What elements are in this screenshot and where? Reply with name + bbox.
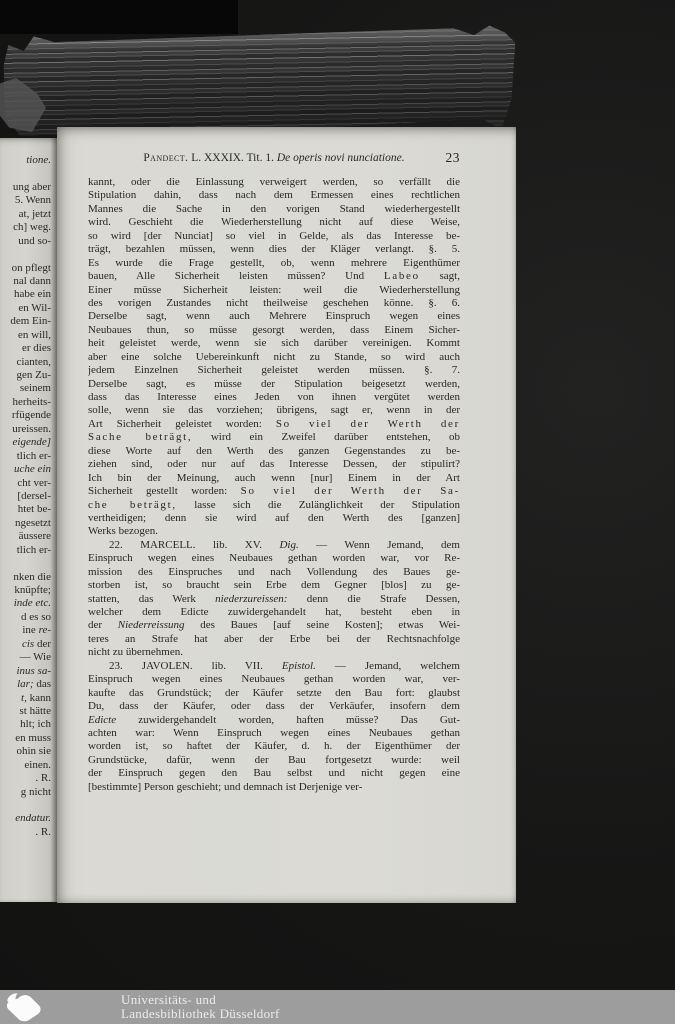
facing-page-edge	[0, 138, 57, 902]
text-run: en muss	[15, 731, 51, 744]
text-run: solle, wenn sie das vorziehen; übrigens, sagt er, wenn in der	[88, 404, 460, 417]
text-run: ine	[22, 624, 39, 637]
text-run: Einspruch wegen eines Neubaues gethan worden war, ver-	[88, 673, 460, 686]
facing-page-line-fragment	[0, 369, 57, 382]
text-run: äussere	[18, 530, 51, 543]
text-run: nicht zu übernehmen.	[88, 646, 183, 659]
text-run: Neubaues thun, so müsse gesorgt werden, dass Einem Sicher-	[88, 323, 460, 336]
facing-page-line-fragment	[0, 235, 57, 248]
italic-text: cis	[21, 637, 35, 650]
text-run: denn die Strafe Dessen,	[287, 592, 460, 605]
facing-page-line-fragment	[0, 786, 57, 799]
text-run: che beträgt,	[88, 498, 177, 511]
facing-page-line-fragment	[0, 624, 57, 637]
text-run: gen Zu-	[16, 369, 51, 381]
text-run: das	[33, 678, 51, 691]
facing-page-line-fragment	[0, 208, 57, 221]
text-run: Art Sicherheit geleistet worden:	[88, 417, 276, 430]
facing-page-line-fragment	[0, 826, 57, 839]
facing-page-line-fragment	[0, 678, 57, 691]
page-header	[88, 152, 460, 168]
facing-page-line-fragment	[0, 812, 57, 825]
text-run: diese Worte auf den Werth des ganzen Gegenstandes zu be-	[88, 444, 460, 457]
text-line	[88, 740, 460, 753]
text-run: achten war: Wenn Einspruch wegen eines Neubaues gethan	[88, 726, 460, 739]
text-line	[88, 525, 460, 538]
text-run: d es so	[21, 610, 51, 623]
text-line	[88, 579, 460, 592]
text-run: ung aber	[12, 180, 51, 193]
text-run: [bestimmte] Person geschieht; und demnach ist Derjenige ver-	[88, 780, 363, 793]
text-line	[88, 485, 460, 498]
text-line	[88, 593, 460, 606]
text-run: einen.	[24, 758, 51, 771]
facing-page-line-fragment	[0, 557, 57, 570]
text-run: knüpfte;	[14, 584, 51, 596]
text-line	[88, 418, 460, 431]
body-text	[88, 176, 460, 794]
text-run: tlich er-	[16, 449, 51, 462]
text-run: worden ist, so haftet der Käufer, d. h. der Eigenthümer der	[88, 740, 460, 753]
text-run: ch] weg.	[13, 221, 51, 234]
facing-page-line-fragment	[0, 584, 57, 597]
text-line	[88, 257, 460, 270]
text-run: en will,	[18, 328, 51, 341]
text-run: ohin sie	[16, 745, 51, 758]
text-line	[88, 404, 460, 417]
text-run: So viel der Werth der Sa-	[240, 485, 460, 498]
header-running-title: De operis novi nunciatione.	[276, 152, 405, 164]
ulb-duesseldorf-logo-icon	[3, 992, 43, 1022]
italic-text: tione.	[26, 154, 51, 166]
facing-page-line-fragment	[0, 705, 57, 718]
text-run: rfügende	[11, 409, 51, 422]
text-run: Mannes die Sache in den vorigen Stand wiederhergestellt	[88, 202, 460, 215]
text-run: herheits-	[12, 395, 51, 408]
facing-page-line-fragment	[0, 396, 57, 409]
text-run: habe ein	[14, 288, 51, 301]
text-run: Ich bin der Meinung, auch wenn [nur] Einem in der Art	[88, 471, 460, 484]
text-run: — Wenn Jemand, dem	[298, 538, 460, 551]
facing-page-line-fragment	[0, 342, 57, 355]
page-number: 23	[445, 150, 460, 165]
facing-page-line-fragment	[0, 194, 57, 207]
text-line	[88, 606, 460, 619]
italic-text: Niederreissung	[117, 619, 185, 632]
text-run: aber eine solche Uebereinkunft nicht zu Stande, so wird auch	[88, 350, 460, 363]
text-line	[88, 700, 460, 713]
text-line	[88, 781, 460, 794]
text-run: der	[88, 619, 118, 632]
text-line	[88, 687, 460, 700]
facing-page-line-fragment	[0, 463, 57, 476]
text-line	[88, 539, 460, 552]
facing-page-line-fragment	[0, 356, 57, 369]
header-section: Pandect.	[143, 152, 189, 164]
facing-page-line-fragment	[0, 490, 57, 503]
text-line	[88, 364, 460, 377]
text-run: dem Ein-	[10, 315, 51, 328]
text-run: . R.	[35, 825, 51, 838]
facing-page-line-fragment	[0, 436, 57, 449]
text-line	[88, 767, 460, 780]
italic-text: inde etc.	[13, 597, 51, 610]
italic-text: uche ein	[14, 463, 51, 476]
text-run: Sicherheit gestellt worden:	[88, 485, 241, 498]
text-run: nken die	[13, 570, 51, 583]
text-run: des vorigen Zustandes nicht theilweise geschehen könne. §. 6.	[88, 296, 460, 309]
text-run: Grundstücke, dafür, wenn der Bau fortgesetzt wurde: weil	[88, 753, 460, 766]
text-run: tlich er-	[16, 543, 51, 556]
text-run: Werks bezogen.	[88, 525, 158, 538]
text-run: ziehen sind, oder nur auf das Interesse Dessen, der stipulirt?	[88, 458, 460, 471]
text-line	[88, 472, 460, 485]
text-run: hlt; ich	[20, 718, 51, 731]
text-line	[88, 337, 460, 350]
italic-text: re-	[38, 624, 51, 637]
text-run: wird. Geschieht die Wiederherstellung nicht auf diese Weise,	[88, 216, 460, 229]
text-run: ureissen.	[12, 422, 51, 435]
text-run: on pflegt	[11, 261, 51, 274]
facing-page-line-fragment	[0, 517, 57, 530]
text-run: der	[34, 637, 51, 650]
text-line	[88, 270, 460, 283]
text-run: cianten,	[16, 355, 51, 368]
text-line	[88, 673, 460, 686]
text-run: mission des Einspruches und nach Vollendung des Baues ge-	[88, 565, 460, 578]
facing-page-line-fragment	[0, 315, 57, 328]
text-run: seinem	[19, 382, 51, 395]
text-run: storben ist, so braucht sein Erbe dem Gegner [blos] zu ge-	[88, 579, 460, 592]
text-run: Sache beträgt,	[88, 431, 193, 444]
facing-page-line-fragment	[0, 248, 57, 261]
text-line	[88, 324, 460, 337]
text-run: nal dann	[13, 274, 51, 287]
facing-page-line-fragment	[0, 181, 57, 194]
facing-page-line-fragment	[0, 597, 57, 610]
text-line	[88, 189, 460, 202]
facing-page-line-fragment	[0, 477, 57, 490]
text-run: sagt,	[419, 270, 460, 283]
facing-page-line-fragment	[0, 571, 57, 584]
text-line	[88, 176, 460, 189]
text-run: Derselbe sagt, wenn auch Mehrere Einspruch wegen eines	[88, 310, 460, 323]
facing-page-line-fragment	[0, 772, 57, 785]
italic-text: t,	[21, 691, 27, 704]
facing-page-line-fragment	[0, 423, 57, 436]
text-run: bauen, Alle Sicherheit leisten müssen? Und	[88, 270, 384, 283]
text-run: teres an Strafe hat aber der Erbe bei der Rechtsnachfolge	[88, 632, 460, 645]
text-line	[88, 566, 460, 579]
text-line	[88, 230, 460, 243]
background-shadow	[0, 0, 238, 34]
text-run: so wird [der Nunciat] so viel in Gelde, als das Interesse be-	[88, 229, 460, 242]
text-run: kannt, oder die Einlassung verweigert werden, so verfällt die	[88, 176, 460, 188]
text-line	[88, 445, 460, 458]
text-line	[88, 499, 460, 512]
facing-page-line-fragment	[0, 167, 57, 180]
text-line	[88, 646, 460, 659]
facing-page-line-fragment	[0, 638, 57, 651]
library-name	[121, 993, 280, 1022]
facing-page-line-fragment	[0, 799, 57, 812]
text-line	[88, 431, 460, 444]
text-run: Es wurde die Frage gestellt, ob, wenn mehrere Eigenthümer	[88, 256, 460, 269]
text-run: Stipulation dahin, dass nach dem Ermessen eines rechtlichen	[88, 189, 460, 202]
text-run: jedem Einzelnen Sicherheit geleistet werden müssen. §. 7.	[88, 364, 460, 377]
text-line	[88, 378, 460, 391]
facing-page-line-fragment	[0, 382, 57, 395]
text-run: heit geleistet werde, wenn sie sich darüber vereinigen. Kommt	[88, 337, 460, 350]
text-run: vertheidigen; denn sie wird auf den Werth des [ganzen]	[88, 511, 460, 524]
text-run: des Baues [auf seine Kosten]; etwas Wei-	[184, 619, 460, 632]
text-run: at, jetzt	[18, 207, 51, 220]
text-run: statten, das Werk	[88, 592, 216, 605]
facing-page-line-fragment	[0, 450, 57, 463]
text-run: — Wie	[19, 651, 51, 664]
text-line	[88, 754, 460, 767]
text-run: st hätte	[19, 704, 51, 717]
running-header	[88, 152, 460, 164]
facing-page-line-fragment	[0, 329, 57, 342]
text-run: kann	[26, 691, 51, 704]
facing-page-line-fragment	[0, 530, 57, 543]
text-line	[88, 351, 460, 364]
facing-page-line-fragment	[0, 718, 57, 731]
text-run: 5. Wenn	[14, 194, 51, 207]
text-run: Einer müsse Sicherheit leisten: weil die Wiederherstellung	[88, 283, 460, 296]
text-run: und so-	[18, 234, 51, 247]
text-run: dass das Interesse eines Jeden von ihnen vergütet werden	[88, 391, 460, 403]
text-line	[88, 297, 460, 310]
text-run: cht ver-	[17, 476, 51, 489]
text-run: er dies	[21, 342, 51, 355]
text-run: welcher dem Edicte zuwidergehandelt hat, besteht eben in	[88, 606, 460, 618]
text-run: htet be-	[17, 503, 51, 516]
header-reference: L. XXXIX. Tit. 1.	[191, 152, 274, 164]
text-line	[88, 633, 460, 646]
facing-page-line-fragment	[0, 665, 57, 678]
facing-page-line-fragment	[0, 503, 57, 516]
text-line	[88, 310, 460, 323]
text-run: Du, dass der Käufer, oder dass der Verkäufer, insofern dem	[88, 700, 460, 713]
library-watermark-bar	[0, 990, 675, 1024]
text-run: Derselbe sagt, es müsse der Stipulation beigesetzt werden,	[88, 377, 460, 390]
facing-page-line-fragment	[0, 275, 57, 288]
italic-text: inus sa-	[16, 664, 51, 677]
text-line	[88, 458, 460, 471]
text-run: 23. JAVOLEN. lib. VII.	[109, 659, 282, 672]
text-run: [dersel-	[17, 489, 51, 502]
book-top-page-block	[3, 25, 517, 138]
text-line	[88, 714, 460, 727]
italic-text: lar;	[17, 678, 34, 691]
facing-page-line-fragment	[0, 154, 57, 167]
facing-page-line-fragment	[0, 409, 57, 422]
text-line	[88, 284, 460, 297]
library-name-line1: Universitäts- und	[121, 991, 217, 1007]
italic-text: Dig.	[279, 538, 299, 551]
text-run: Einspruch wegen eines Neubaues gethan worden war, vor Re-	[88, 552, 460, 565]
text-line	[88, 391, 460, 404]
italic-text: niederzureissen:	[215, 592, 288, 605]
italic-text: Epistol.	[281, 659, 316, 672]
facing-page-line-fragment	[0, 262, 57, 275]
text-run: kaufte das Grundstück; der Käufer setzte den Bau fort: glaubst	[88, 686, 460, 699]
facing-page-line-fragment	[0, 651, 57, 664]
text-line	[88, 660, 460, 673]
italic-text: Edicte	[88, 713, 117, 726]
facing-page-line-fragment	[0, 759, 57, 772]
text-run: ngesetzt	[14, 516, 51, 529]
text-run: wird ein Zweifel darüber entstehen, ob	[192, 431, 460, 444]
library-name-line2: Landesbibliothek Düsseldorf	[121, 1006, 280, 1021]
facing-page-line-fragment	[0, 692, 57, 705]
text-run: So viel der Werth der	[275, 417, 460, 430]
text-run: 22. MARCELL. lib. XV.	[109, 538, 280, 551]
facing-page-line-fragment	[0, 221, 57, 234]
text-line	[88, 727, 460, 740]
text-line	[88, 512, 460, 525]
facing-page-line-fragment	[0, 544, 57, 557]
text-run: zuwidergehandelt worden, haften müsse? Das Gut-	[116, 713, 460, 726]
facing-page-line-fragment	[0, 288, 57, 301]
book-page	[57, 127, 516, 903]
text-line	[88, 243, 460, 256]
text-run: . R.	[35, 772, 51, 785]
facing-page-line-fragment	[0, 732, 57, 745]
text-run: en Wil-	[18, 301, 51, 314]
italic-text: eigende]	[12, 436, 51, 449]
text-line	[88, 216, 460, 229]
text-run: der Einspruch gegen den Bau selbst und nicht gegen eine	[88, 767, 460, 780]
text-run: — Jemand, welchem	[315, 659, 460, 672]
facing-page-line-fragment	[0, 302, 57, 315]
text-run: trägt, bezahlen müssen, wenn dies der Kläger verlangt. §. 5.	[88, 243, 460, 256]
italic-text: endatur.	[15, 812, 51, 825]
text-line	[88, 619, 460, 632]
text-line	[88, 552, 460, 565]
facing-page-line-fragment	[0, 611, 57, 624]
text-run: g nicht	[20, 785, 51, 798]
text-run: lasse sich die Zulänglichkeit der Stipulation	[176, 498, 460, 511]
facing-page-line-fragment	[0, 745, 57, 758]
text-line	[88, 203, 460, 216]
text-run: Labeo	[383, 270, 420, 283]
